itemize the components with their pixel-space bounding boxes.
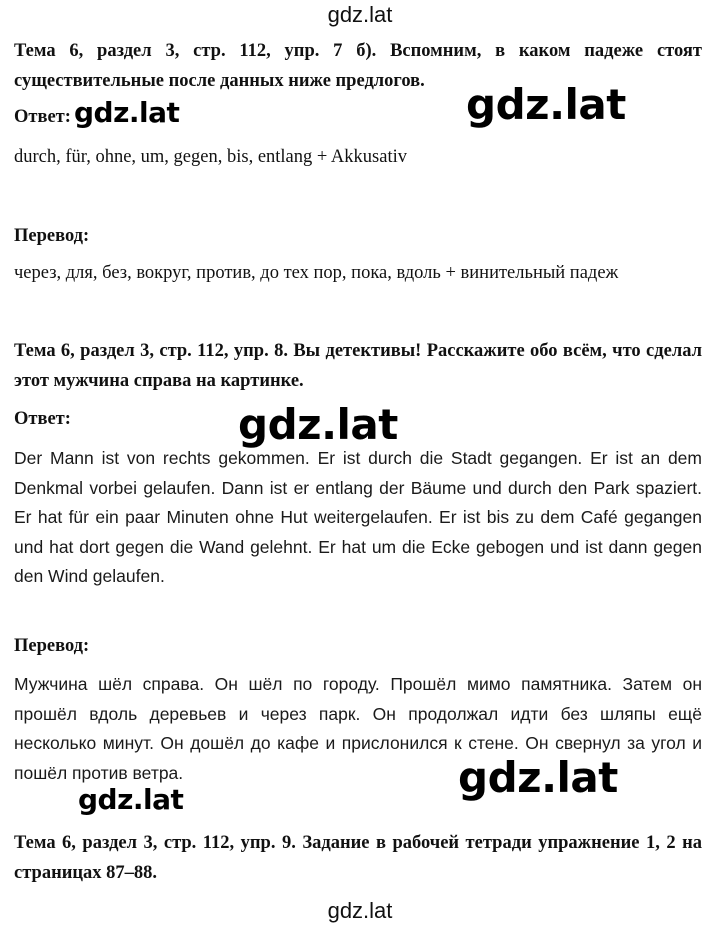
exercise-8-answer-label: Ответ: (14, 409, 71, 429)
exercise-8-answer: Der Mann ist von rechts gekommen. Er ist durch die Stadt gegangen. Er ist an dem Denkmal vorbei gelaufen. Dann ist er entlang der Bäume und durch den Park spaziert. Er hat für ein paar Minuten ohne Hut weitergelaufen. Er ist bis zu dem Café gegangen und hat dort gegen die Wand gelehnt. Er hat um die Ecke gebogen und ist dann gegen den Wind gelaufen. (14, 448, 702, 586)
exercise-7b-answer: durch, für, ohne, um, gegen, bis, entlang + Akkusativ (14, 147, 407, 167)
watermark-logo: gdz.lat (458, 753, 618, 802)
exercise-7b-translation-label: Перевод: (14, 226, 90, 246)
watermark-logo: gdz.lat (466, 80, 626, 129)
watermark-logo: gdz.lat (238, 400, 398, 449)
exercise-8-translation: Мужчина шёл справа. Он шёл по городу. Прошёл мимо памятника. Затем он прошёл вдоль деревьев и через парк. Он продолжал идти без шляпы ещё несколько минут. Он дошёл до кафе и прислонился к стене. Он свернул за угол и пошёл против ветра. (14, 674, 702, 783)
exercise-7b-answer-label: Ответ: (14, 107, 71, 127)
exercise-8-heading: Тема 6, раздел 3, стр. 112, упр. 8. Вы детективы! Расскажите обо всём, что сделал этот мужчина справа на картинке. (14, 341, 702, 391)
watermark-logo: gdz.lat (74, 96, 180, 129)
exercise-9-heading: Тема 6, раздел 3, стр. 112, упр. 9. Задание в рабочей тетради упражнение 1, 2 на страницах 87–88. (14, 833, 702, 883)
site-header: gdz.lat (327, 2, 393, 27)
site-footer: gdz.lat (327, 898, 393, 923)
exercise-8-translation-label: Перевод: (14, 636, 90, 656)
exercise-7b-heading: Тема 6, раздел 3, стр. 112, упр. 7 б). Вспомним, в каком падеже стоят существительные после данных ниже предлогов. (14, 41, 702, 91)
exercise-7b-translation: через, для, без, вокруг, против, до тех пор, пока, вдоль + винительный падеж (14, 263, 619, 283)
watermark-logo: gdz.lat (78, 783, 184, 816)
